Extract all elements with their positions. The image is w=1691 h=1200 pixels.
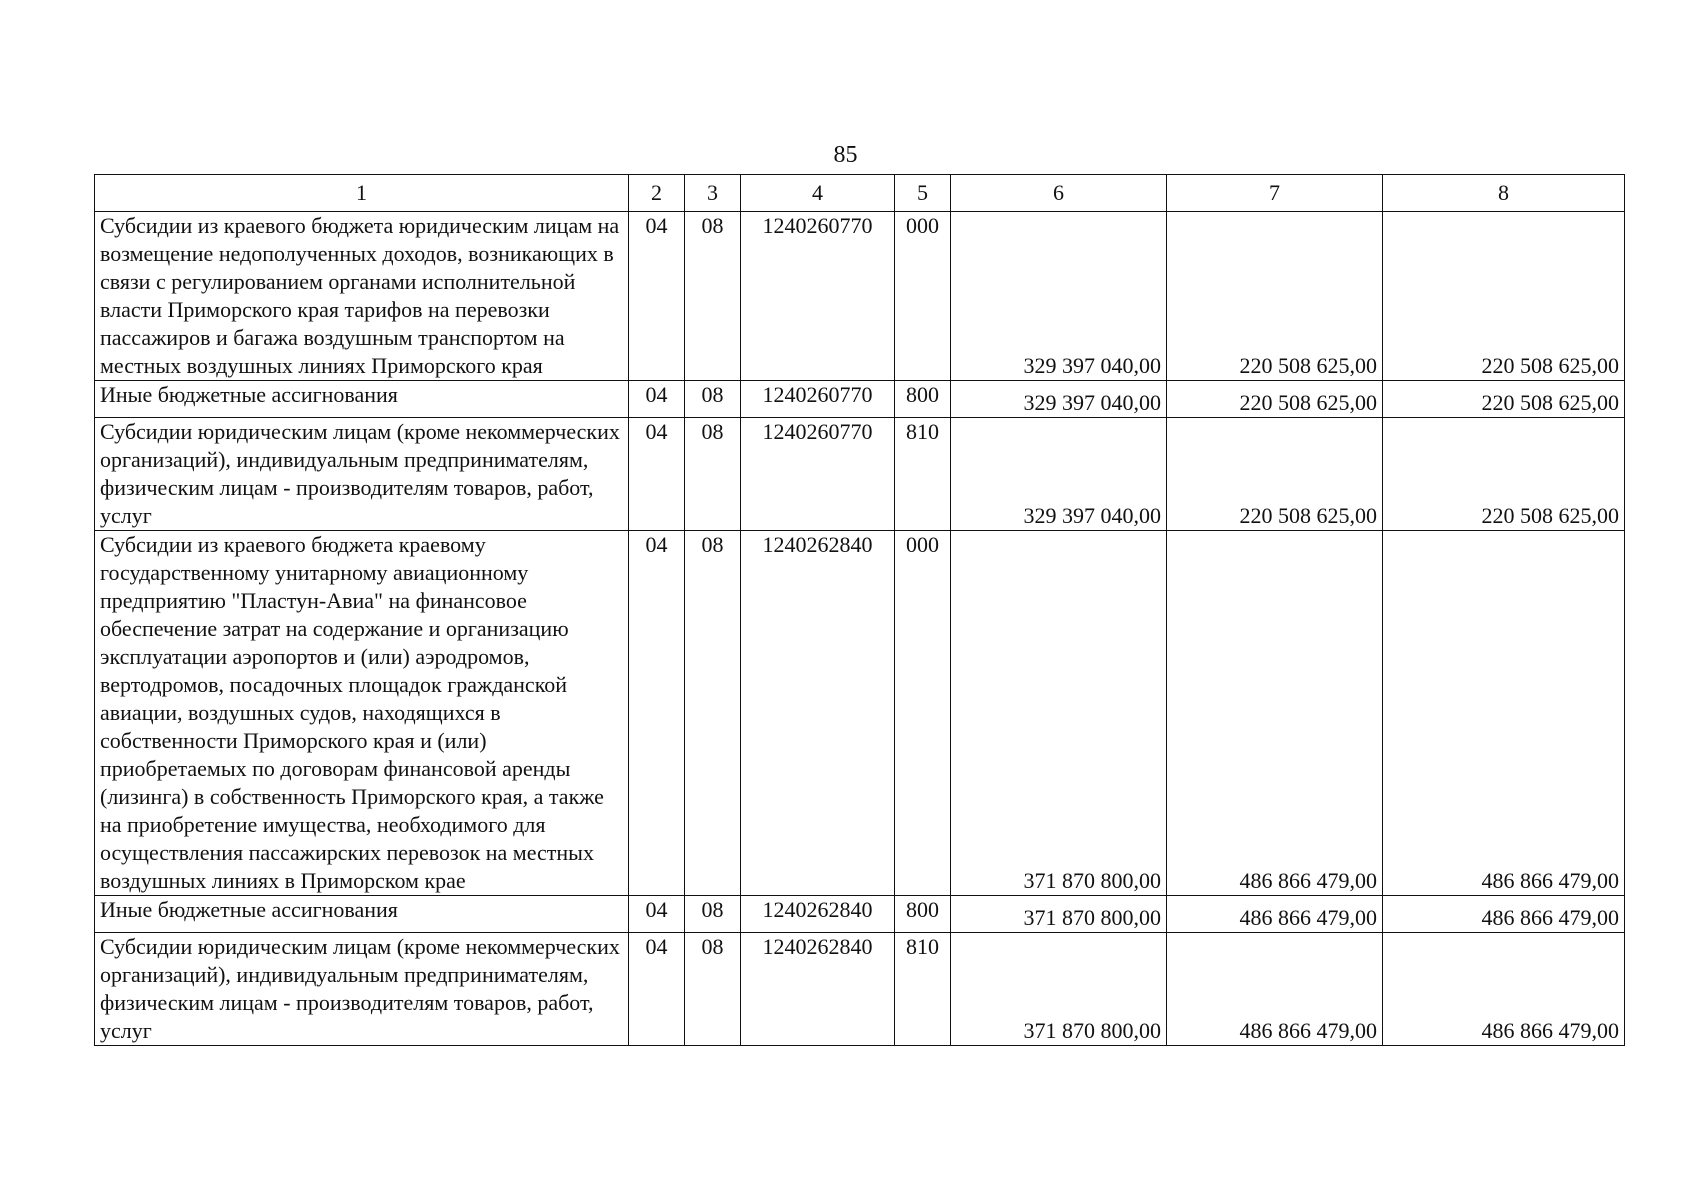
amount-col7: 486 866 479,00 bbox=[1167, 896, 1383, 933]
expense-type-code: 800 bbox=[895, 381, 951, 418]
target-article-code: 1240260770 bbox=[741, 418, 895, 531]
section-code: 04 bbox=[629, 418, 685, 531]
amount-col7: 220 508 625,00 bbox=[1167, 418, 1383, 531]
row-description: Субсидии юридическим лицам (кроме некоммерческих организаций), индивидуальным предпринимателям, физическим лицам - производителям товаров, работ, услуг bbox=[95, 418, 629, 531]
expense-type-code: 800 bbox=[895, 896, 951, 933]
amount-col8: 220 508 625,00 bbox=[1383, 381, 1625, 418]
table-row bbox=[95, 381, 1625, 418]
amount-col6: 371 870 800,00 bbox=[951, 531, 1167, 896]
amount-col6: 371 870 800,00 bbox=[951, 933, 1167, 1046]
header-cell: 3 bbox=[685, 175, 741, 212]
amount-col8: 486 866 479,00 bbox=[1383, 933, 1625, 1046]
target-article-code: 1240260770 bbox=[741, 212, 895, 381]
amount-col8: 486 866 479,00 bbox=[1383, 531, 1625, 896]
row-description: Иные бюджетные ассигнования bbox=[95, 381, 629, 418]
table-row bbox=[95, 418, 1625, 531]
amount-col6: 329 397 040,00 bbox=[951, 212, 1167, 381]
header-cell: 7 bbox=[1167, 175, 1383, 212]
amount-col8: 486 866 479,00 bbox=[1383, 896, 1625, 933]
page-number: 85 bbox=[833, 142, 858, 168]
amount-col8: 220 508 625,00 bbox=[1383, 212, 1625, 381]
section-code: 04 bbox=[629, 896, 685, 933]
row-description: Субсидии из краевого бюджета юридическим лицам на возмещение недополученных доходов, возникающих в связи с регулированием органами исполнительной власти Приморского края тарифов на перевозки пассажиров и багажа воздушным транспортом на местных воздушных линиях Приморского края bbox=[95, 212, 629, 381]
header-cell: 8 bbox=[1383, 175, 1625, 212]
section-code: 04 bbox=[629, 212, 685, 381]
target-article-code: 1240262840 bbox=[741, 933, 895, 1046]
amount-col7: 220 508 625,00 bbox=[1167, 381, 1383, 418]
subsection-code: 08 bbox=[685, 381, 741, 418]
amount-col8: 220 508 625,00 bbox=[1383, 418, 1625, 531]
amount-col6: 329 397 040,00 bbox=[951, 418, 1167, 531]
subsection-code: 08 bbox=[685, 896, 741, 933]
amount-col7: 486 866 479,00 bbox=[1167, 933, 1383, 1046]
subsection-code: 08 bbox=[685, 933, 741, 1046]
section-code: 04 bbox=[629, 381, 685, 418]
row-description: Субсидии юридическим лицам (кроме некоммерческих организаций), индивидуальным предпринимателям, физическим лицам - производителям товаров, работ, услуг bbox=[95, 933, 629, 1046]
amount-col7: 486 866 479,00 bbox=[1167, 531, 1383, 896]
target-article-code: 1240262840 bbox=[741, 896, 895, 933]
amount-col6: 329 397 040,00 bbox=[951, 381, 1167, 418]
amount-col6: 371 870 800,00 bbox=[951, 896, 1167, 933]
expense-type-code: 810 bbox=[895, 418, 951, 531]
subsection-code: 08 bbox=[685, 418, 741, 531]
row-description: Иные бюджетные ассигнования bbox=[95, 896, 629, 933]
header-cell: 6 bbox=[951, 175, 1167, 212]
section-code: 04 bbox=[629, 933, 685, 1046]
subsection-code: 08 bbox=[685, 531, 741, 896]
target-article-code: 1240262840 bbox=[741, 531, 895, 896]
header-cell: 4 bbox=[741, 175, 895, 212]
table-row bbox=[95, 531, 1625, 896]
section-code: 04 bbox=[629, 531, 685, 896]
header-row bbox=[95, 175, 1625, 212]
row-description: Субсидии из краевого бюджета краевому государственному унитарному авиационному предприятию "Пластун-Авиа" на финансовое обеспечение затрат на содержание и организацию эксплуатации аэропортов и (или) аэродромов, вертодромов, посадочных площадок гражданской авиации, воздушных судов, находящихся в собственности Приморского края и (или) приобретаемых по договорам финансовой аренды (лизинга) в собственность Приморского края, а также на приобретение имущества, необходимого для осуществления пассажирских перевозок на местных воздушных линиях в Приморском крае bbox=[95, 531, 629, 896]
header-cell: 2 bbox=[629, 175, 685, 212]
table-row bbox=[95, 933, 1625, 1046]
table-row bbox=[95, 896, 1625, 933]
header-cell: 5 bbox=[895, 175, 951, 212]
expense-type-code: 810 bbox=[895, 933, 951, 1046]
target-article-code: 1240260770 bbox=[741, 381, 895, 418]
budget-table bbox=[94, 174, 1625, 1046]
expense-type-code: 000 bbox=[895, 212, 951, 381]
subsection-code: 08 bbox=[685, 212, 741, 381]
expense-type-code: 000 bbox=[895, 531, 951, 896]
table-row bbox=[95, 212, 1625, 381]
amount-col7: 220 508 625,00 bbox=[1167, 212, 1383, 381]
header-cell: 1 bbox=[95, 175, 629, 212]
